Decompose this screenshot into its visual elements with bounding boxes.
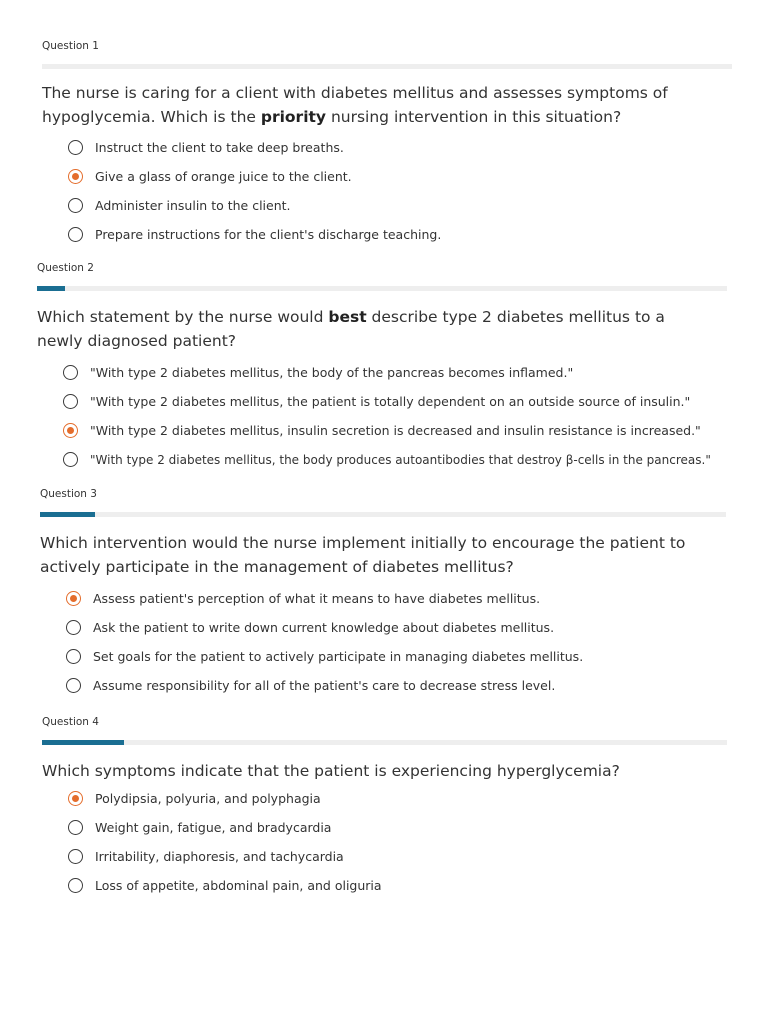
option-1[interactable] [68, 784, 727, 813]
question-label: Question 1 [42, 40, 99, 52]
radio-button[interactable] [66, 678, 81, 693]
option-4[interactable] [66, 671, 726, 700]
radio-button[interactable] [66, 591, 81, 606]
question-1 [42, 40, 732, 249]
options [68, 133, 732, 249]
question-text: Which statement by the nurse would best describe type 2 diabetes mellitus to a newly diagnosed patient? [37, 308, 665, 350]
question-4 [42, 716, 727, 900]
question-text: Which intervention would the nurse implement initially to encourage the patient to actively participate in the management of diabetes mellitus? [40, 534, 686, 576]
option-label: Assume responsibility for all of the patient's care to decrease stress level. [93, 678, 556, 693]
option-label: Ask the patient to write down current knowledge about diabetes mellitus. [93, 620, 555, 635]
option-3[interactable] [66, 642, 726, 671]
option-label: Polydipsia, polyuria, and polyphagia [95, 791, 321, 806]
question-label: Question 2 [37, 262, 94, 274]
question-label: Question 4 [42, 716, 99, 728]
option-label: "With type 2 diabetes mellitus, the body produces autoantibodies that destroy β-cells in the pancreas." [90, 452, 711, 467]
option-2[interactable] [68, 813, 727, 842]
radio-button[interactable] [63, 423, 78, 438]
option-label: Weight gain, fatigue, and bradycardia [95, 820, 332, 835]
options [66, 584, 726, 700]
options [68, 784, 727, 900]
radio-button[interactable] [66, 620, 81, 635]
progress-bar [37, 286, 727, 291]
option-label: Irritability, diaphoresis, and tachycardia [95, 849, 344, 864]
option-3[interactable] [63, 416, 727, 445]
option-1[interactable] [66, 584, 726, 613]
radio-button[interactable] [63, 394, 78, 409]
radio-button[interactable] [68, 791, 83, 806]
option-2[interactable] [68, 162, 732, 191]
radio-button[interactable] [68, 849, 83, 864]
option-label: Set goals for the patient to actively participate in managing diabetes mellitus. [93, 649, 584, 664]
radio-button[interactable] [68, 198, 83, 213]
option-label: "With type 2 diabetes mellitus, the body of the pancreas becomes inflamed." [90, 365, 574, 380]
radio-button[interactable] [63, 452, 78, 467]
progress-bar [42, 740, 727, 745]
option-4[interactable] [68, 871, 727, 900]
progress-bar [40, 512, 726, 517]
option-3[interactable] [68, 842, 727, 871]
radio-button[interactable] [68, 878, 83, 893]
option-label: Give a glass of orange juice to the client. [95, 169, 352, 184]
radio-button[interactable] [66, 649, 81, 664]
option-label: Loss of appetite, abdominal pain, and oliguria [95, 878, 382, 893]
progress-bar [42, 64, 732, 69]
radio-button[interactable] [68, 140, 83, 155]
option-label: "With type 2 diabetes mellitus, insulin secretion is decreased and insulin resistance is increased." [90, 423, 701, 438]
option-label: Prepare instructions for the client's discharge teaching. [95, 227, 442, 242]
option-4[interactable] [68, 220, 732, 249]
option-1[interactable] [63, 358, 727, 387]
option-2[interactable] [66, 613, 726, 642]
question-text: Which symptoms indicate that the patient is experiencing hyperglycemia? [42, 762, 620, 780]
radio-button[interactable] [68, 820, 83, 835]
option-label: "With type 2 diabetes mellitus, the patient is totally dependent on an outside source of insulin." [90, 394, 691, 409]
options [63, 358, 727, 474]
radio-button[interactable] [63, 365, 78, 380]
option-label: Instruct the client to take deep breaths. [95, 140, 344, 155]
question-text: The nurse is caring for a client with diabetes mellitus and assesses symptoms of hypoglycemia. Which is the priority nursing intervention in this situation? [42, 84, 668, 126]
question-label: Question 3 [40, 488, 97, 500]
question-3 [40, 488, 726, 700]
radio-button[interactable] [68, 227, 83, 242]
option-4[interactable] [63, 445, 727, 474]
option-2[interactable] [63, 387, 727, 416]
radio-button[interactable] [68, 169, 83, 184]
option-1[interactable] [68, 133, 732, 162]
option-label: Assess patient's perception of what it means to have diabetes mellitus. [93, 591, 541, 606]
option-3[interactable] [68, 191, 732, 220]
option-label: Administer insulin to the client. [95, 198, 291, 213]
question-2 [37, 262, 727, 474]
